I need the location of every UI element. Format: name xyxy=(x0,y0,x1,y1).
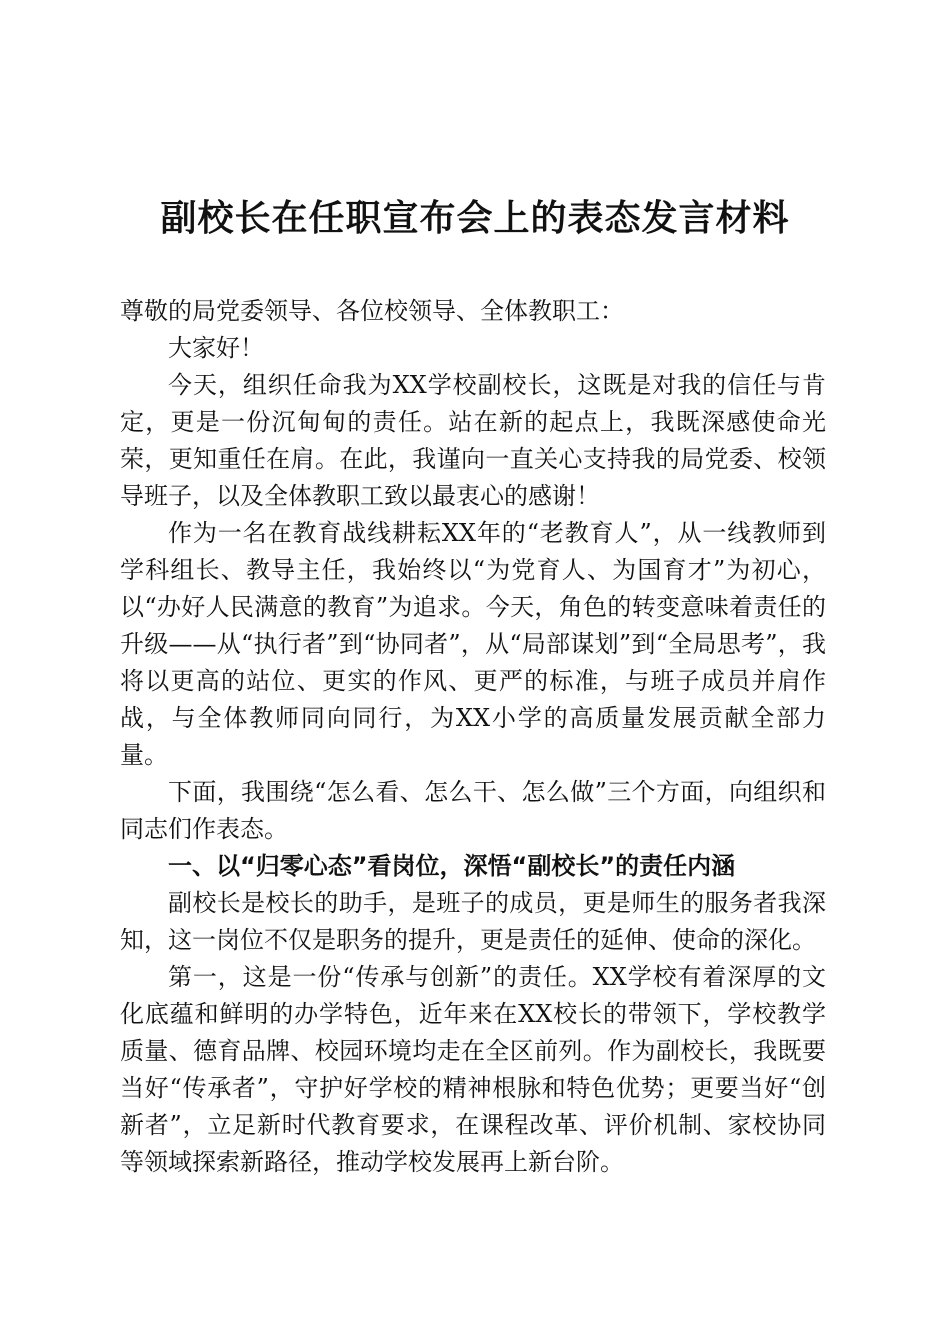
section-heading: 一、以“归零心态”看岗位，深悟“副校长”的责任内涵 xyxy=(168,852,736,880)
paragraph: 第一，这是一份“传承与创新”的责任。XX学校有着深厚的文化底蕴和鲜明的办学特色，近年来在XX校长的带领下，学校教学质量、德育品牌、校园环境均走在全区前列。作为副校长，我既要当好“传承者”，守护好学校的精神根脉和特色优势；更要当好“创新者”，立足新时代教育要求，在课程改革、评价机制、家校协同等领域探索新路径，推动学校发展再上新台阶。 xyxy=(120,963,826,1176)
salutation: 尊敬的局党委领导、各位校领导、全体教职工： xyxy=(120,297,624,325)
greeting: 大家好！ xyxy=(168,334,264,362)
document-body xyxy=(120,293,826,1181)
paragraph: 今天，组织任命我为XX学校副校长，这既是对我的信任与肯定，更是一份沉甸甸的责任。站在新的起点上，我既深感使命光荣，更知重任在肩。在此，我谨向一直关心支持我的局党委、校领导班子，以及全体教职工致以最衷心的感谢！ xyxy=(120,371,826,510)
paragraph: 作为一名在教育战线耕耘XX年的“老教育人”，从一线教师到学科组长、教导主任，我始终以“为党育人、为国育才”为初心，以“办好人民满意的教育”为追求。今天，角色的转变意味着责任的升级——从“执行者”到“协同者”，从“局部谋划”到“全局思考”，我将以更高的站位、更实的作风、更严的标准，与班子成员并肩作战，与全体教师同向同行，为XX小学的高质量发展贡献全部力量。 xyxy=(120,519,826,769)
paragraph: 下面，我围绕“怎么看、怎么干、怎么做”三个方面，向组织和同志们作表态。 xyxy=(120,778,826,843)
document-title: 副校长在任职宣布会上的表态发言材料 xyxy=(160,197,790,239)
paragraph: 副校长是校长的助手，是班子的成员，更是师生的服务者我深知，这一岗位不仅是职务的提升，更是责任的延伸、使命的深化。 xyxy=(120,889,826,954)
